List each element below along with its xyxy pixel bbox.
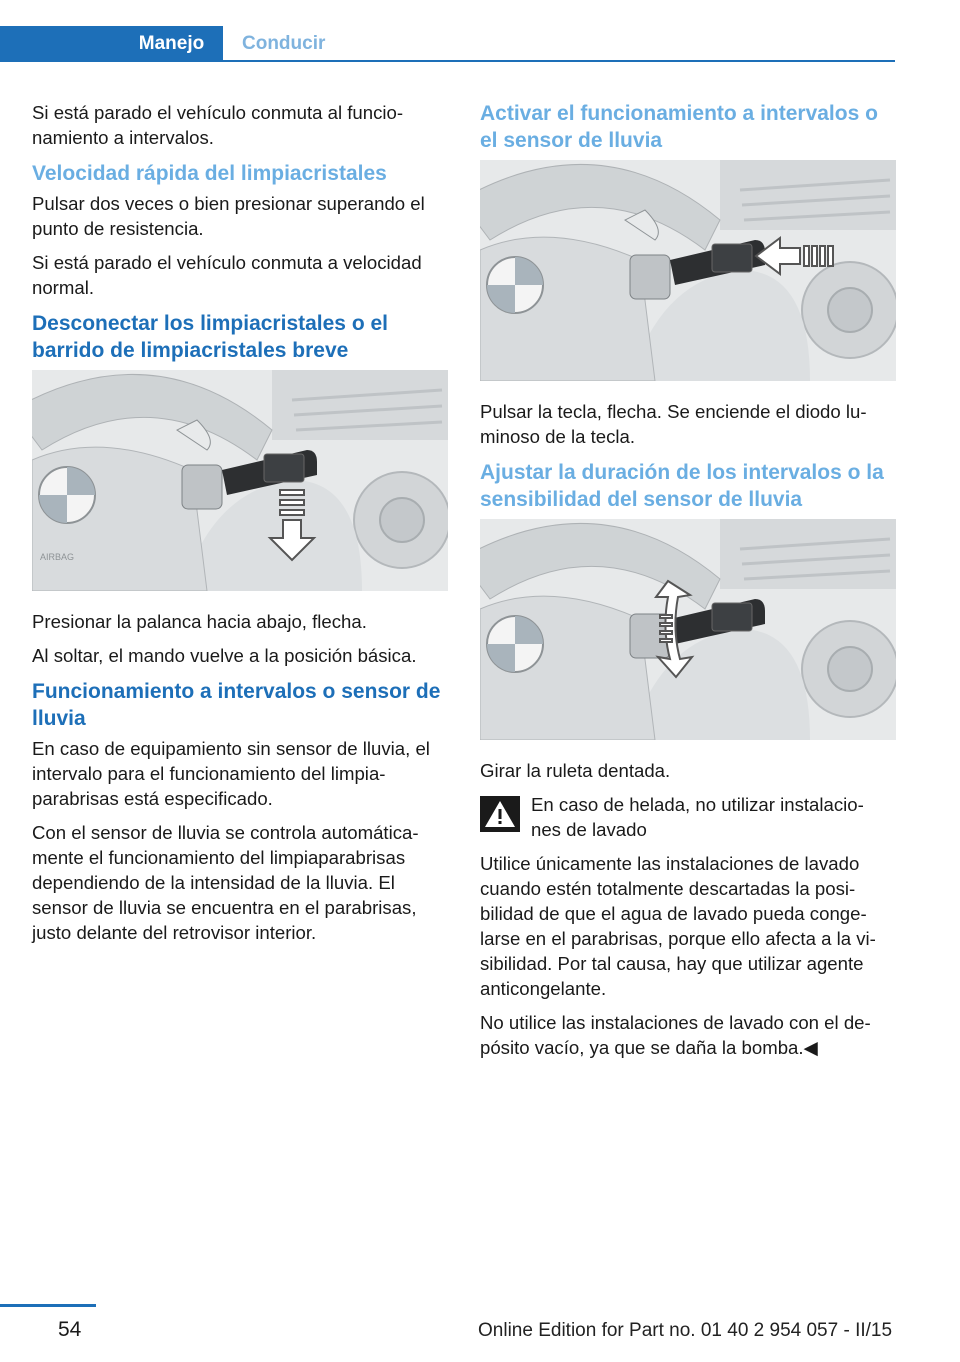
edition-line: Online Edition for Part no. 01 40 2 954 057 - II/15 [478, 1320, 893, 1341]
page-number: 54 [58, 1318, 82, 1341]
caption-lever-down: Presionar la palanca hacia abajo, flecha. [32, 611, 367, 632]
figure-button-press [480, 160, 896, 381]
header-accent-block [0, 26, 120, 62]
tab-conducir-label: Conducir [242, 33, 326, 54]
airbag-text: AIRBAG [40, 552, 75, 562]
tab-conducir[interactable] [223, 26, 895, 62]
warning-paragraph-2: No utilice las instalaciones de lavado con el de‐ pósito vacío, ya que se daña la bomba.◀ [480, 1012, 871, 1058]
heading-switch-off: Desconectar los limpiacristales o el barrido de limpiacristales breve [32, 312, 388, 362]
header-bar [0, 26, 895, 62]
paragraph-interval-1: En caso de equipamiento sin sensor de lluvia, el intervalo para el funcionamiento del limpia‐ parabrisas está especificado. [32, 738, 430, 809]
caption-lever-release: Al soltar, el mando vuelve a la posición básica. [32, 645, 417, 666]
warning-block [480, 792, 896, 842]
left-column [32, 100, 448, 954]
warning-paragraph-1: Utilice únicamente las instalaciones de lavado cuando estén totalmente descartadas la posi‐ bilidad de que el agua de lavado pueda conge‐ larse en el parabrisas, porque ello afecta a la vi‐ sibilidad. Por tal causa, hay que utilizar agente anticongelante. [480, 853, 876, 999]
warning-title: En caso de helada, no utilizar instalacio‐ nes de lavado [531, 794, 864, 840]
tab-manejo[interactable]: Manejo [120, 26, 223, 62]
paragraph-fast-1: Pulsar dos veces o bien presionar superando el punto de resistencia. [32, 193, 425, 239]
figure-lever-down [32, 370, 448, 591]
heading-fast-speed: Velocidad rápida del limpiacristales [32, 162, 387, 185]
heading-activate-interval: Activar el funcionamiento a intervalos o el sensor de lluvia [480, 102, 878, 152]
heading-interval-rain-sensor: Funcionamiento a intervalos o sensor de lluvia [32, 680, 441, 730]
figure-thumbwheel [480, 519, 896, 740]
warning-triangle-icon [480, 796, 520, 832]
footer-rule [0, 1304, 96, 1307]
header-underline [223, 60, 895, 62]
paragraph-intermittent-stop: Si está parado el vehículo conmuta al funcio‐ namiento a intervalos. [32, 102, 404, 148]
caption-button-press: Pulsar la tecla, flecha. Se enciende el diodo lu‐ minoso de la tecla. [480, 401, 867, 447]
paragraph-interval-2: Con el sensor de lluvia se controla automática‐ mente el funcionamiento del limpiaparabrisas dependiendo de la intensidad de la lluvia. El sensor de lluvia se encuentra en el parabrisas, justo delante del retrovisor interior. [32, 822, 419, 943]
caption-thumbwheel: Girar la ruleta dentada. [480, 760, 671, 781]
heading-adjust-interval: Ajustar la duración de los intervalos o la sensibilidad del sensor de lluvia [480, 461, 884, 511]
right-column [480, 100, 896, 1069]
paragraph-fast-2: Si está parado el vehículo conmuta a velocidad normal. [32, 252, 422, 298]
